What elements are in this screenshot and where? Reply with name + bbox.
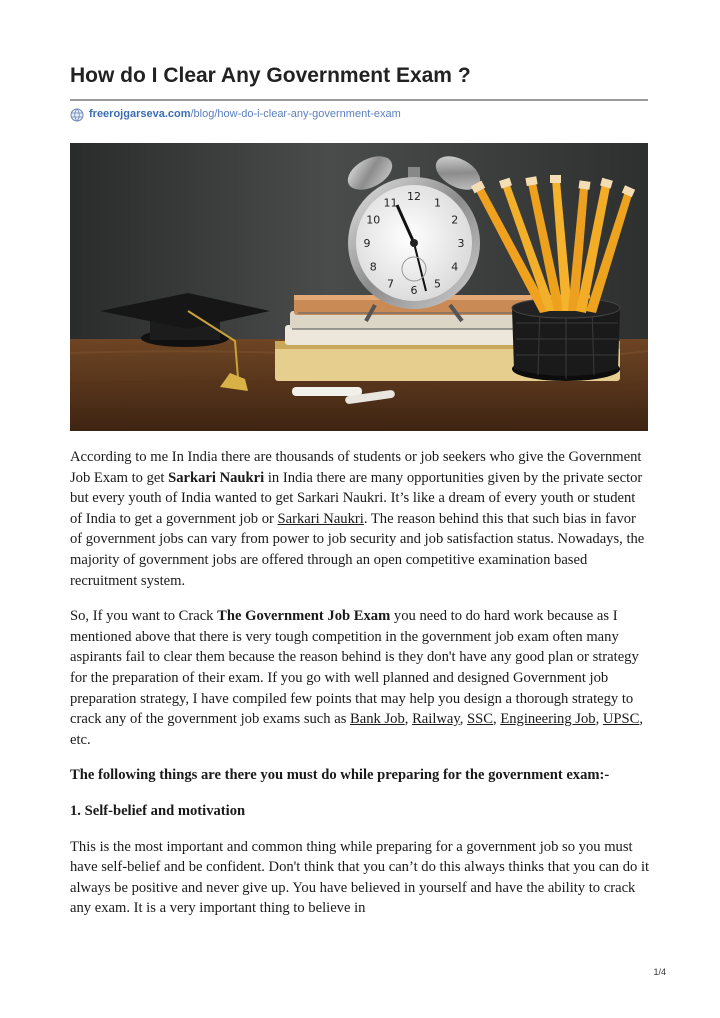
clock-numeral: 6 [410, 284, 418, 297]
paragraph-intro [70, 447, 650, 591]
clock-numeral: 7 [387, 277, 394, 291]
clock-numeral: 4 [451, 260, 459, 274]
separator: , [493, 711, 501, 728]
text-run: you need to do hard work because as I mentioned above that there is very tough competition in the government job exam often many aspirants fail to clear them because the reason behind is they don't have any good plan or strategy for the preparation of their exam. If you go with well planned and designed Government job preparation strategy, I have compiled few points that may help you design a thorough strategy to crack any of the government job exams such as [70, 608, 639, 728]
separator: , [404, 711, 413, 728]
paragraph-self-belief: This is the most important and common thing while preparing for a government job so you must have self-belief and be confident. Don't think that you can’t do this always thinks that you can do it always be positive and never give up. You have believed in yourself and have the ability to crack any exam. It is a very important thing to believe in [70, 838, 650, 917]
clock-numeral: 8 [369, 260, 377, 274]
title-divider [70, 99, 648, 101]
subheading-self-belief: 1. Self-belief and motivation [70, 802, 246, 819]
clock-numeral: 10 [366, 213, 381, 227]
link-upsc[interactable]: UPSC [602, 711, 640, 728]
link-railway[interactable]: Railway [412, 711, 460, 728]
bold-term: Sarkari Naukri [168, 469, 265, 486]
clock-numeral: 9 [363, 237, 371, 250]
bold-term: The Government Job Exam [217, 608, 391, 625]
link-sarkari-naukri[interactable]: Sarkari Naukri [277, 510, 364, 527]
text-run: , etc. [70, 711, 644, 748]
link-engineering-job[interactable]: Engineering Job [500, 711, 596, 728]
source-path[interactable]: /blog/how-do-i-clear-any-government-exam [190, 108, 401, 120]
source-url[interactable] [89, 108, 401, 120]
clock-numeral: 2 [451, 213, 459, 227]
text-run: According to me In India there are thousands of students or job seekers who give the Government Job Exam to get [70, 449, 642, 486]
clock-numeral: 3 [457, 237, 465, 250]
page-number: 1/4 [653, 967, 666, 977]
text-run: . The reason behind this that such bias in favor of government jobs can vary from power to job security and job satisfaction status. Nowadays, the majority of government jobs are offered through an open competitive examination based recruitment system. [70, 510, 645, 589]
paragraph-crack-exam [70, 606, 650, 750]
separator: , [595, 711, 603, 728]
article-title: How do I Clear Any Government Exam ? [70, 64, 471, 87]
text-run: in India there are many opportunities given by the private sector but every youth of India wanted to get Sarkari Naukri. It’s like a dream of every youth or student of India to get a government job or [70, 469, 643, 527]
link-bank-job[interactable]: Bank Job [350, 711, 405, 728]
article-body [70, 447, 650, 934]
hero-image [70, 143, 648, 431]
link-ssc[interactable]: SSC [467, 711, 494, 728]
section-heading: The following things are there you must do while preparing for the government exam:- [70, 767, 610, 784]
clock-numeral: 5 [434, 277, 441, 291]
separator: , [459, 711, 468, 728]
source-domain[interactable]: freerojgarseva.com [89, 108, 191, 120]
text-run: So, If you want to Crack [70, 608, 218, 625]
clock-numeral: 11 [383, 196, 398, 210]
clock-numeral: 1 [434, 196, 441, 210]
globe-icon [70, 108, 84, 122]
clock-numeral: 12 [407, 190, 421, 203]
